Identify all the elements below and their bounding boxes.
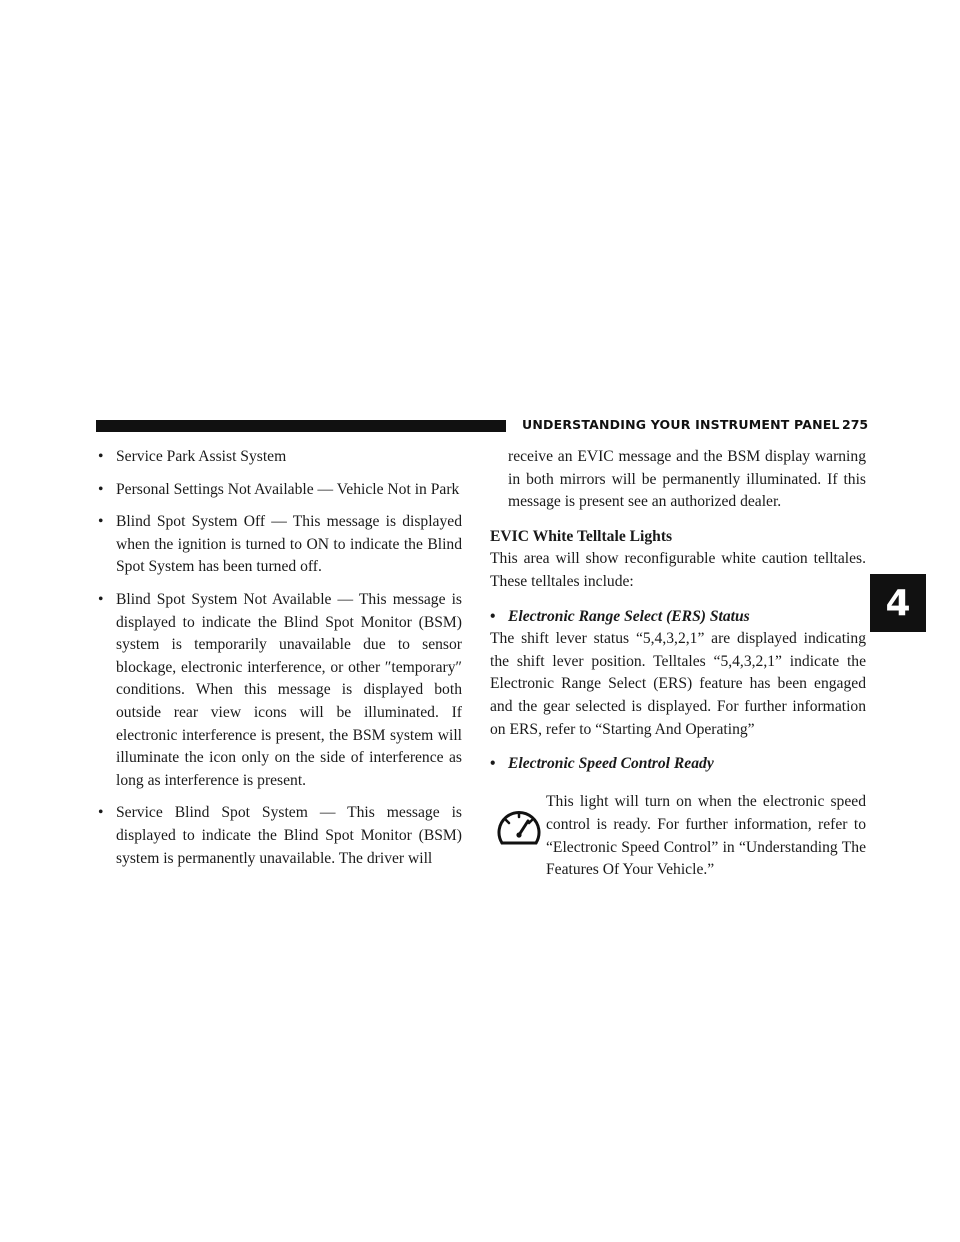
chapter-tab: 4 — [870, 574, 926, 632]
ers-text: The shift lever status “5,4,3,2,1” are displayed indicating the shift lever position. Telltales “5,4,3,2,1” indicate the Electronic Range Select (ERS) feature has been engaged and the gear selected is displayed. For further information on ERS, refer to “Starting And Operating” — [490, 630, 866, 738]
left-column — [98, 446, 462, 880]
list-item: • Service Park Assist System — [98, 448, 287, 465]
section-title: UNDERSTANDING YOUR INSTRUMENT PANEL — [522, 417, 840, 432]
ers-title: • Electronic Range Select (ERS) Status — [490, 607, 750, 625]
intro-text: This area will show reconfigurable white caution telltales. These telltales include: — [490, 550, 866, 590]
esc-title: • Electronic Speed Control Ready — [490, 755, 714, 773]
section-heading: EVIC White Telltale Lights — [490, 527, 673, 545]
list-item: • Personal Settings Not Available — Vehicle Not in Park — [98, 480, 460, 498]
right-column — [490, 446, 866, 897]
list-item: • Blind Spot System Not Available — This message is displayed to indicate the Blind Spot Monitor (BSM) system is temporarily unavailable due to sensor blockage, electronic interference, or other ″temporary″ conditions. When this message is displayed both outside rear view icons will be illuminated. If electronic interference is present, the BSM system will illuminate the icon only on the side of interference as long as interference is present. — [98, 590, 462, 789]
page-number: 275 — [842, 417, 869, 432]
esc-block — [490, 791, 866, 881]
speedometer-icon — [492, 801, 546, 855]
continuation-text: receive an EVIC message and the BSM display warning in both mirrors will be permanently illuminated. If this message is present see an authorized dealer. — [508, 448, 866, 511]
esc-text: This light will turn on when the electronic speed control is ready. For further information, refer to “Electronic Speed Control” in “Understanding The Features Of Your Vehicle.” — [546, 793, 866, 879]
header-bar — [96, 420, 506, 432]
list-item: • Blind Spot System Off — This message is displayed when the ignition is turned to ON to indicate the Blind Spot System has been turned off. — [98, 513, 462, 576]
list-item: • Service Blind Spot System — This message is displayed to indicate the Blind Spot Monitor (BSM) system is permanently unavailable. The driver will — [98, 804, 462, 867]
